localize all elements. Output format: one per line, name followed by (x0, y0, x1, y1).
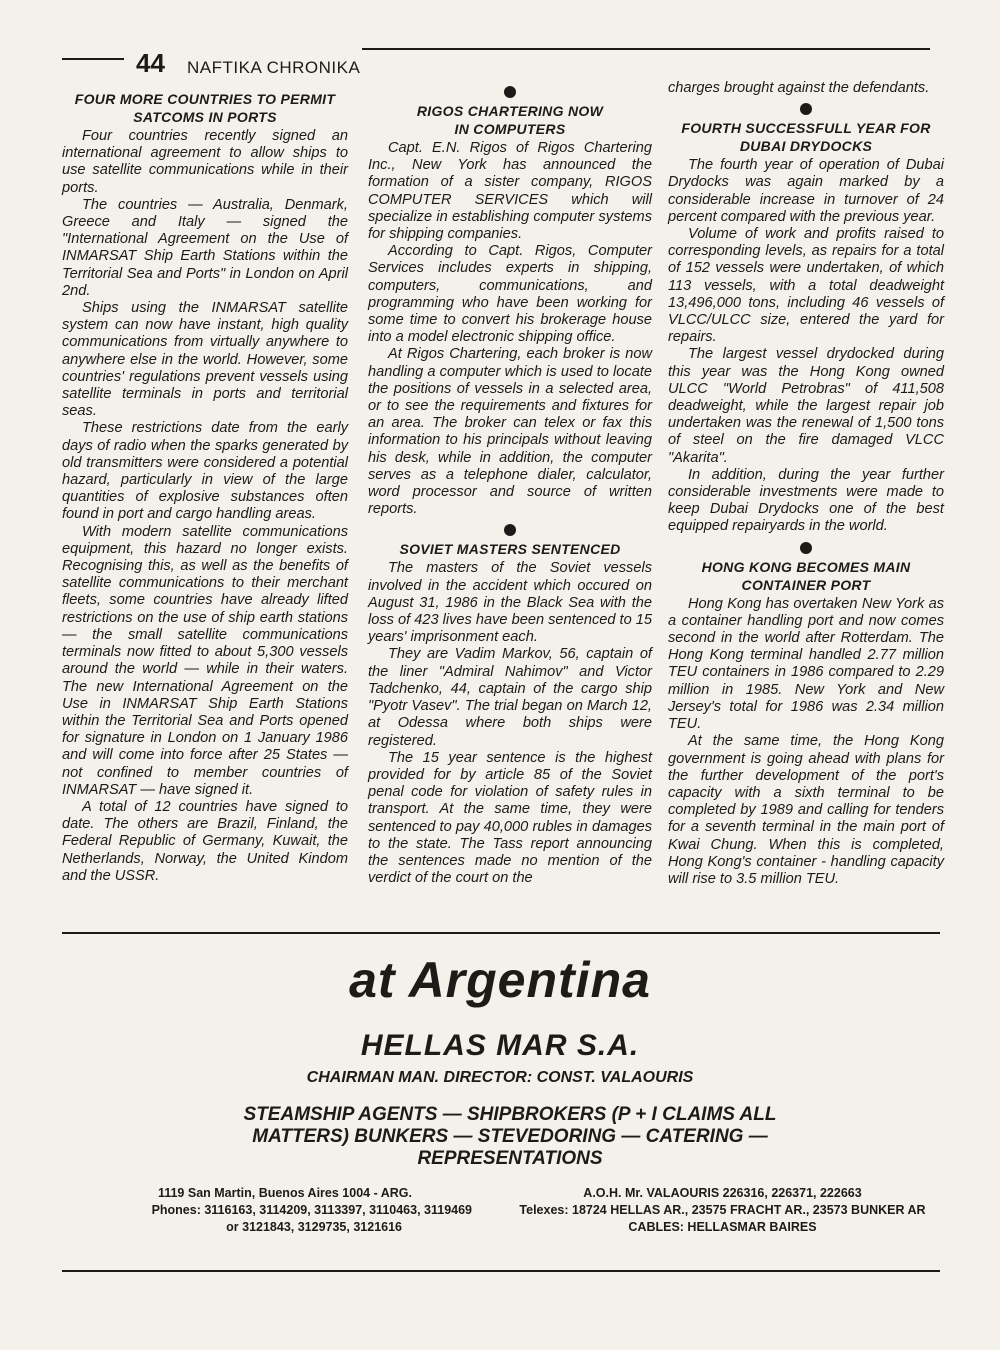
header-rule-left (62, 58, 124, 60)
satcoms-paragraph: These restrictions date from the early days of radio when the sparks generated by old transmitters were considered a potential hazard, particularly in view of the large quantities of explosive substances often found in port and cargo handling areas. (62, 420, 348, 523)
hongkong-title-line1: HONG KONG BECOMES MAIN (701, 558, 911, 575)
section-bullet (800, 542, 812, 554)
hongkong-paragraph: Hong Kong has overtaken New York as a container handling port and now comes second in the world after Rotterdam. The Hong Kong terminal handled 2.77 million TEU containers in 1986 compared to 2.29 million in 1985. New York and New Jersey's total for 1986 was 2.34 million TEU. (668, 595, 944, 733)
hongkong-paragraph: At the same time, the Hong Kong government is going ahead with plans for the further development of the port's capacity with a sixth terminal to be completed by 1989 and calling for tenders for a seventh terminal in the main port of Kwai Chung. When this is completed, Hong Kong's container - handling capacity will rise to 3.5 million TEU. (668, 733, 944, 887)
soviet-title: SOVIET MASTERS SENTENCED (399, 541, 621, 558)
publication-name: NAFTIKA CHRONIKA (187, 58, 361, 77)
hongkong-title-line2: CONTAINER PORT (741, 576, 871, 593)
soviet-paragraph: The masters of the Soviet vessels involved in the accident which occured on August 31, 1986 in the Black Sea with the loss of 423 lives have been sentenced to 15 years' imprisonment each. (368, 560, 652, 646)
advert-address: 1119 San Martin, Buenos Aires 1004 - ARG. (157, 1186, 412, 1200)
soviet-continuation: charges brought against the defendants. (668, 80, 930, 96)
rigos-title-line1: RIGOS CHARTERING NOW (416, 103, 604, 119)
advert-services: STEAMSHIP AGENTS — SHIPBROKERS (P + I CLAIMS ALL MATTERS) BUNKERS — STEVEDORING — CATERING — REPRESENTATIONS (243, 1104, 777, 1169)
advert-aoh: A.O.H. Mr. VALAOURIS 226316, 226371, 222663 (583, 1186, 862, 1200)
satcoms-paragraph: Four countries recently signed an international agreement to allow ships to use satellite communications while in their ports. (62, 128, 348, 196)
rigos-title-line2: IN COMPUTERS (454, 121, 566, 137)
column-2 (368, 80, 652, 887)
column-3 (668, 80, 944, 888)
satcoms-title (62, 90, 348, 126)
dubai-title (668, 119, 944, 155)
satcoms-paragraph: Ships using the INMARSAT satellite system can now have instant, high quality communications from virtually anywhere to anywhere else in the world. However, some countries' regulations prevent vessels using satellite terminals in ports and territorial seas. (62, 300, 348, 420)
advert-telexes: Telexes: 18724 HELLAS AR., 23575 FRACHT AR., 23573 BUNKER AR (519, 1203, 926, 1217)
column-1 (62, 90, 348, 885)
header-rule-right (362, 48, 930, 50)
hongkong-title (668, 558, 944, 594)
advert-phones: Phones: 3116163, 3114209, 3113397, 3110463, 3119469 (151, 1203, 472, 1217)
dubai-title-line2: DUBAI DRYDOCKS (739, 138, 873, 155)
page-number: 44 (136, 48, 165, 78)
satcoms-paragraph: With modern satellite communications equipment, this hazard no longer exists. Recognising this, as well as the benefits of satellite communications to their merchant fleets, some countries have already lifted restrictions on the use of ship earth stations — the small satellite communications terminals now fitted to about 5,300 vessels around the world — while in their waters. The new International Agreement on the Use in INMARSAT Ship Earth Stations within the Territorial Sea and Ports opened for signature in London on 1 January 1986 and will come into force after 25 States — not confined to member countries of INMARSAT — have signed it. (62, 523, 348, 798)
soviet-paragraph: The 15 year sentence is the highest provided for by article 85 of the Soviet penal code for violation of safety rules in transport. At the same time, they were sentenced to pay 40,000 rubles in damages to the state. The Tass report announcing the sentences made no mention of the verdict of the court on the (368, 749, 652, 887)
rigos-title (368, 102, 652, 138)
satcoms-paragraph: The countries — Australia, Denmark, Greece and Italy — signed the "International Agreement on the Use of INMARSAT Ship Earth Stations within the Territorial Sea and Ports" in London on April 2nd. (62, 196, 348, 299)
section-bullet (800, 103, 812, 115)
dubai-title-line1: FOURTH SUCCESSFULL YEAR FOR (681, 120, 931, 137)
advert-contact-left (62, 1185, 472, 1236)
dubai-paragraph: Volume of work and profits raised to corresponding levels, as repairs for a total of 152 vessels were undertaken, of which 113 vessels, with a total deadweight 13,496,000 tons, including 46 vessels of VLCC/ULCC size, entered the yard for repairs. (668, 226, 944, 346)
dubai-paragraph: In addition, during the year further considerable investments were made to keep Dubai Drydocks one of the best equipped repairyards in the world. (668, 466, 944, 535)
section-bullet (504, 86, 516, 98)
advert-bottom-rule (62, 1270, 940, 1272)
advert-chairman: CHAIRMAN MAN. DIRECTOR: CONST. VALAOURIS (306, 1069, 694, 1086)
satcoms-title-line2: SATCOMS IN PORTS (133, 109, 277, 125)
rigos-paragraph: At Rigos Chartering, each broker is now handling a computer which is used to locate the positions of vessels in a selected area, or to see the requirements and fixtures for an area. The broker can telex or fax this information to his principals without leaving his desk, while in addition, the computer serves as a telephone dialer, calculator, word processor and source of written reports. (368, 346, 652, 518)
advert-contact-right (505, 1185, 940, 1236)
dubai-paragraph: The fourth year of operation of Dubai Drydocks was again marked by a considerable increase in turnover of 24 percent compared with the previous year. (668, 157, 944, 225)
advert-cables: CABLES: HELLASMAR BAIRES (628, 1220, 817, 1234)
dubai-paragraph: The largest vessel drydocked during this year was the Hong Kong owned ULCC "World Petrobras" of 411,508 deadweight, while the largest repair job undertaken was the renewal of 1,500 tons of steel on the fire damaged VLCC "Akarita". (668, 346, 944, 466)
advert-phones-more: or 3121843, 3129735, 3121616 (226, 1220, 402, 1234)
rigos-paragraph: According to Capt. Rigos, Computer Services includes experts in shipping, computers, communications, and programming who have been working for some time to convert his brokerage house into a model electronic shipping office. (368, 243, 652, 346)
soviet-paragraph: They are Vadim Markov, 56, captain of the liner "Admiral Nahimov" and Victor Tadchenko, 44, captain of the cargo ship "Pyotr Vasev". The trial began on March 12, at Odessa where both ships were registered. (368, 646, 652, 749)
section-bullet (504, 524, 516, 536)
advert-headline: at Argentina (349, 952, 651, 1008)
advert-company: HELLAS MAR S.A. (360, 1029, 640, 1062)
rigos-paragraph: Capt. E.N. Rigos of Rigos Chartering Inc., New York has announced the formation of a sister company, RIGOS COMPUTER SERVICES which will specialize in establishing computer systems for shipping companies. (368, 140, 652, 243)
satcoms-paragraph: A total of 12 countries have signed to date. The others are Brazil, Finland, the Federal Republic of Germany, Kuwait, the Netherlands, Norway, the United Kindom and the USSR. (62, 798, 348, 884)
advert-top-rule (62, 932, 940, 934)
satcoms-title-line1: FOUR MORE COUNTRIES TO PERMIT (74, 91, 336, 107)
